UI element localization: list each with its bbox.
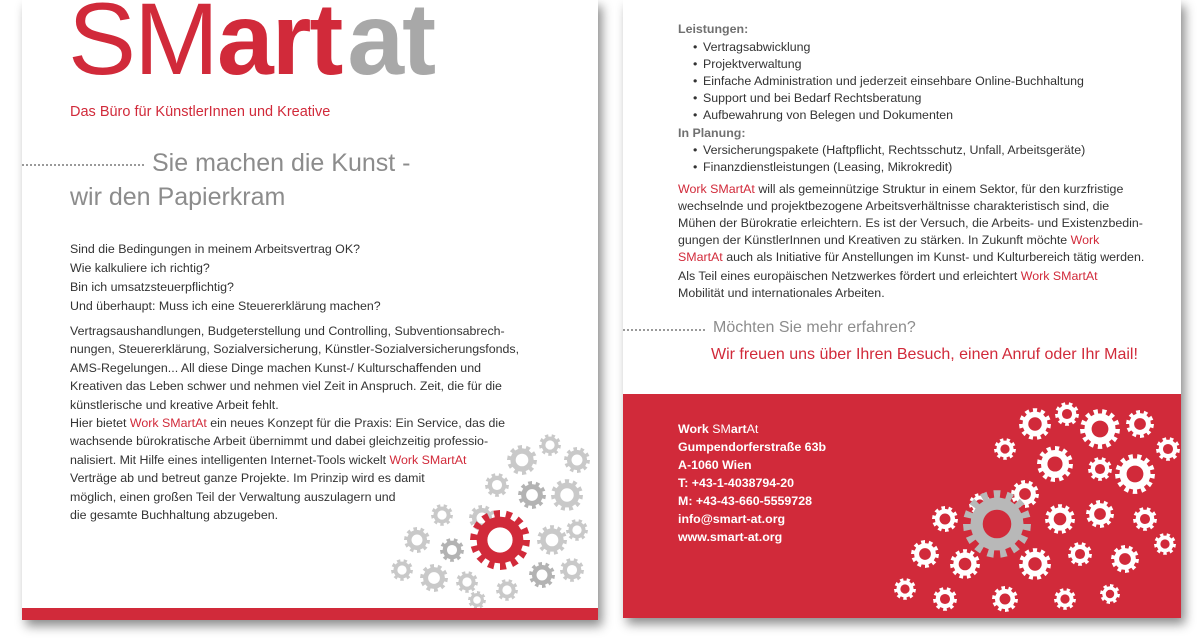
gear-hole <box>526 489 538 501</box>
gear-hole <box>1134 418 1146 430</box>
text-line: Kreativen das Leben schwer und nehmen viel Zeit in Anspruch. Zeit, die für die <box>70 379 502 394</box>
gear-hole <box>919 548 931 560</box>
question-item: Und überhaupt: Muss ich eine Steuererklärung machen? <box>70 299 381 313</box>
tagline: Das Büro für KünstlerInnen und Kreative <box>70 104 331 120</box>
list-item: • Vertragsabwicklung <box>703 39 1084 56</box>
text-line: nungen, Steuererklärung, Sozialversicherung, Künstler-Sozialversicherungsfonds, <box>70 342 520 357</box>
contact-info <box>678 420 826 546</box>
contact-mobile[interactable]: M: +43-43-660-5559728 <box>678 494 812 508</box>
text-line: Verträge ab und betreut ganze Projekte. Im Prinzip wird es damit <box>70 471 425 486</box>
gear-hole <box>1094 508 1106 520</box>
planning-list <box>703 142 1085 176</box>
gear-hole <box>1019 488 1031 500</box>
contact-block <box>623 394 1181 618</box>
footer-red-bar <box>22 608 598 620</box>
brand-mention: SMartAt <box>678 250 723 264</box>
gear-hole <box>1127 466 1144 483</box>
contact-city: A-1060 Wien <box>678 458 752 472</box>
gear-hole <box>1047 456 1062 471</box>
gear-hole <box>545 440 554 449</box>
gear-hole <box>428 572 440 584</box>
text-line: die gesamte Buchhaltung abzugeben. <box>70 508 279 523</box>
logo-art: art <box>217 0 342 96</box>
text-line: Als Teil eines europäischen Netzwerkes fördert und erleichtert Work SMartAt <box>678 269 1098 283</box>
gear-hole <box>1000 444 1009 453</box>
brand-mention: Work SMartAt <box>1020 269 1098 283</box>
gear-hole <box>983 510 1012 539</box>
questions-list <box>70 240 381 316</box>
contact-name: Work SMartAt <box>678 422 759 436</box>
text-line: wachsende bürokratische Arbeit übernimmt und dabei gleichzeitig professio- <box>70 434 489 449</box>
services-title: Leistungen: <box>678 22 749 36</box>
text-line: Mühen der Bürokratie erleichtern. Es ist der Versuch, die Arbeits- und Existenzbedin- <box>678 216 1143 230</box>
contact-website[interactable]: www.smart-at.org <box>678 530 783 544</box>
invitation-text: Wir freuen uns über Ihren Besuch, einen Anruf oder Ihr Mail! <box>711 346 1138 363</box>
mission-paragraph <box>678 181 1158 266</box>
list-item: • Finanzdienstleistungen (Leasing, Mikrokredit) <box>703 159 1085 176</box>
gear-hole <box>447 545 457 555</box>
question-item: Sind die Bedingungen in meinem Arbeitsvertrag OK? <box>70 242 360 256</box>
text-line: Mobilität und internationales Arbeiten. <box>678 286 885 300</box>
gear-hole <box>1028 417 1041 430</box>
gear-hole <box>502 585 511 594</box>
dotted-leader <box>623 329 705 331</box>
gear-hole <box>516 454 529 467</box>
list-item: • Aufbewahrung von Belegen und Dokumenten <box>703 107 1084 124</box>
text-line: künstlerische und kreative Arbeit fehlt. <box>70 397 279 412</box>
text-line: möglich, einen großen Teil der Verwaltung auszulagern und <box>70 489 396 504</box>
logo-at: at <box>347 0 435 96</box>
planning-title: In Planung: <box>678 126 746 140</box>
gear-hole <box>560 488 573 501</box>
list-item: • Support und bei Bedarf Rechtsberatung <box>703 90 1084 107</box>
gear-hole <box>940 594 950 604</box>
gear-hole <box>1000 594 1011 605</box>
headline-line2: wir den Papierkram <box>70 183 286 211</box>
headline-line1: Sie machen die Kunst - <box>152 149 411 177</box>
gear-hole <box>900 584 909 593</box>
gear-hole <box>567 565 577 575</box>
gear-hole <box>412 535 423 546</box>
list-item: • Projektverwaltung <box>703 56 1084 73</box>
gear-hole <box>546 534 559 547</box>
text-line: Vertragsaushandlungen, Budgeterstellung und Controlling, Subventionsabrech- <box>70 324 505 338</box>
text-line: gungen der KünstlerInnen und Kreativen zu stärken. In Zukunft möchte Work <box>678 233 1100 247</box>
question-item: Wie kalkuliere ich richtig? <box>70 261 210 275</box>
gear-hole <box>1163 444 1173 454</box>
dotted-leader <box>22 164 144 166</box>
question-text: Möchten Sie mehr erfahren? <box>713 319 916 336</box>
gear-hole <box>537 570 548 581</box>
text-line: nalisiert. Mit Hilfe eines intelligenten Internet-Tools wickelt Work SMartAt <box>70 452 467 467</box>
more-info-question <box>623 319 916 337</box>
gear-hole <box>492 480 502 490</box>
gear-hole <box>1075 549 1085 559</box>
contact-phone[interactable]: T: +43-1-4038794-20 <box>678 476 795 490</box>
gear-hole <box>1060 594 1069 603</box>
smartat-logo <box>68 0 434 94</box>
text-line: Hier bietet Work SMartAt ein neues Konzept für die Praxis: Ein Service, das die <box>70 416 506 430</box>
brand-mention: Work SMartAt <box>678 182 755 196</box>
gear-hole <box>473 596 481 604</box>
gear-hole <box>1054 513 1067 526</box>
brand-mention: Work SMartAt <box>129 416 207 430</box>
gear-hole <box>1160 539 1169 548</box>
logo-sm: SM <box>68 0 217 96</box>
flyer-left-page <box>22 0 598 620</box>
gear-hole <box>1062 409 1072 419</box>
gear-hole <box>572 525 581 534</box>
list-item: • Einfache Administration und jederzeit einsehbare Online-Buchhaltung <box>703 73 1084 90</box>
gear-hole <box>959 558 972 571</box>
gears-illustration-white <box>885 394 1181 618</box>
brand-mention: Work SMartAt <box>389 452 467 467</box>
gear-hole <box>1119 553 1131 565</box>
network-paragraph <box>678 268 1158 302</box>
text-line: Work SMartAt will als gemeinnützige Struktur in einem Sektor, für den kurzfristige <box>678 182 1124 196</box>
gears-illustration <box>372 400 598 610</box>
gear-hole <box>462 577 471 586</box>
gear-hole <box>940 514 951 525</box>
gear-hole <box>397 565 406 574</box>
contact-email[interactable]: info@smart-at.org <box>678 512 786 526</box>
gear-hole <box>572 455 583 466</box>
services-list <box>703 39 1084 124</box>
gear-hole <box>1028 557 1041 570</box>
gear-hole <box>1095 464 1105 474</box>
brand-mention: Work <box>1070 233 1100 247</box>
contact-street: Gumpendorferstraße 63b <box>678 440 827 454</box>
gear-hole <box>487 527 512 552</box>
gear-hole <box>1092 421 1109 438</box>
text-line: SMartAt auch als Initiative für Anstellungen im Kunst- und Kulturbereich tätig werden. <box>678 250 1145 264</box>
question-item: Bin ich umsatzsteuerpflichtig? <box>70 280 234 294</box>
gear-hole <box>1140 514 1150 524</box>
list-item: • Versicherungspakete (Haftpflicht, Rechtsschutz, Unfall, Arbeitsgeräte) <box>703 142 1085 159</box>
flyer-right-page <box>623 0 1181 618</box>
text-line: wechselnde und projektbezogene Arbeitsverhältnisse charakteristisch sind, die <box>678 199 1110 213</box>
text-line: AMS-Regelungen... All diese Dinge machen Kunst-/ Kulturschaffenden und <box>70 360 481 375</box>
headline <box>22 146 410 214</box>
gear-hole <box>437 510 446 519</box>
gear-hole <box>1106 590 1114 598</box>
